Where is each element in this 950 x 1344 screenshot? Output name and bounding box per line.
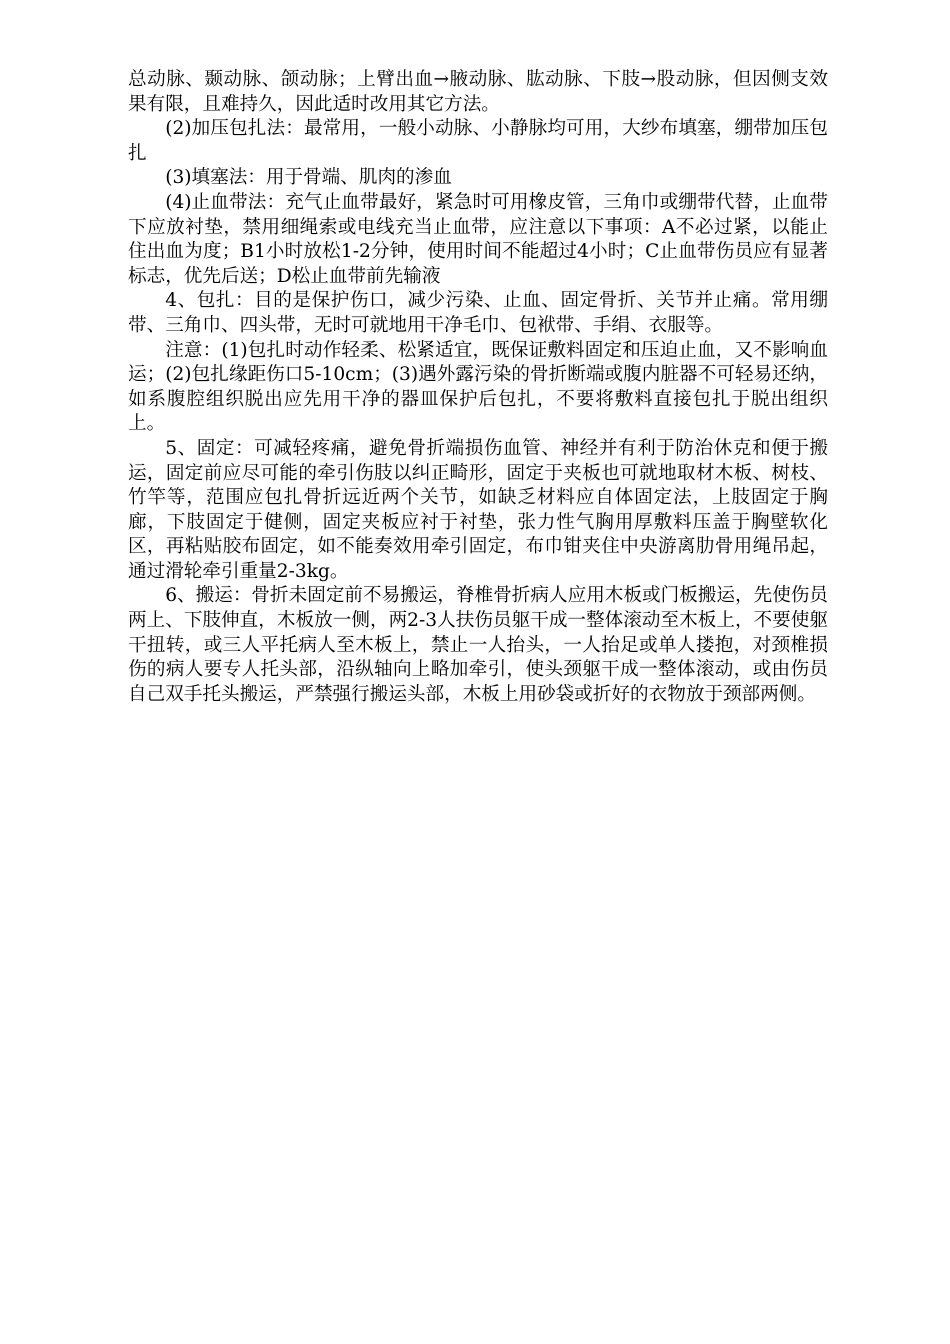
paragraph-bandaging-notes: 注意：(1)包扎时动作轻柔、松紧适宜，既保证敷料固定和压迫止血，又不影响血运；(2)包扎缘距伤口5-10cm；(3)遇外露污染的骨折断端或腹内脏器不可轻易还纳，如系腹腔组织脱出应先用干净的器皿保护后包扎，不要将敷料直接包扎于脱出组织上。 <box>128 339 828 435</box>
paragraph-bandaging: 4、包扎：目的是保护伤口，减少污染、止血、固定骨折、关节并止痛。常用绷带、三角巾、四头带，无时可就地用干净毛巾、包袱带、手绢、衣服等。 <box>128 290 828 336</box>
paragraph-pressure-bandage: (2)加压包扎法：最常用，一般小动脉、小静脉均可用，大纱布填塞，绷带加压包扎 <box>128 118 828 164</box>
paragraph-packing-method: (3)填塞法：用于骨端、肌肉的渗血 <box>165 167 452 189</box>
paragraph-arterial-pressure-continued: 总动脉、颞动脉、颌动脉；上臂出血→腋动脉、肱动脉、下肢→股动脉，但因侧支效果有限，且难持久，因此适时改用其它方法。 <box>128 69 828 115</box>
paragraph-fixation: 5、固定：可减轻疼痛，避免骨折端损伤血管、神经并有利于防治休克和便于搬运，固定前应尽可能的牵引伤肢以纠正畸形，固定于夹板也可就地取材木板、树枝、竹竿等，范围应包扎骨折远近两个关节，如缺乏材料应自体固定法，上肢固定于胸廊，下肢固定于健侧，固定夹板应衬于衬垫，张力性气胸用厚敷料压盖于胸壁软化区，再粘贴胶布固定，如不能奏效用牵引固定，布巾钳夹住中央游离肋骨用绳吊起，通过滑轮牵引重量2-3kg。 <box>128 437 828 582</box>
document-body <box>128 68 828 707</box>
paragraph-transport: 6、搬运：骨折未固定前不易搬运，脊椎骨折病人应用木板或门板搬运，先使伤员两上、下肢伸直，木板放一侧，两2-3人扶伤员躯干成一整体滚动至木板上，不要使躯干扭转，或三人平托病人至木板上，禁止一人抬头，一人抬足或单人搂抱，对颈椎损伤的病人要专人托头部，沿纵轴向上略加牵引，使头颈躯干成一整体滚动，或由伤员自己双手托头搬运，严禁强行搬运头部，木板上用砂袋或折好的衣物放于颈部两侧。 <box>128 585 828 705</box>
paragraph-tourniquet: (4)止血带法：充气止血带最好，紧急时可用橡皮管，三角巾或绷带代替，止血带下应放衬垫，禁用细绳索或电线充当止血带，应注意以下事项：A不必过紧，以能止住出血为度；B1小时放松1-2分钟，使用时间不能超过4小时；C止血带伤员应有显著标志，优先后送；D松止血带前先输液 <box>128 191 828 287</box>
